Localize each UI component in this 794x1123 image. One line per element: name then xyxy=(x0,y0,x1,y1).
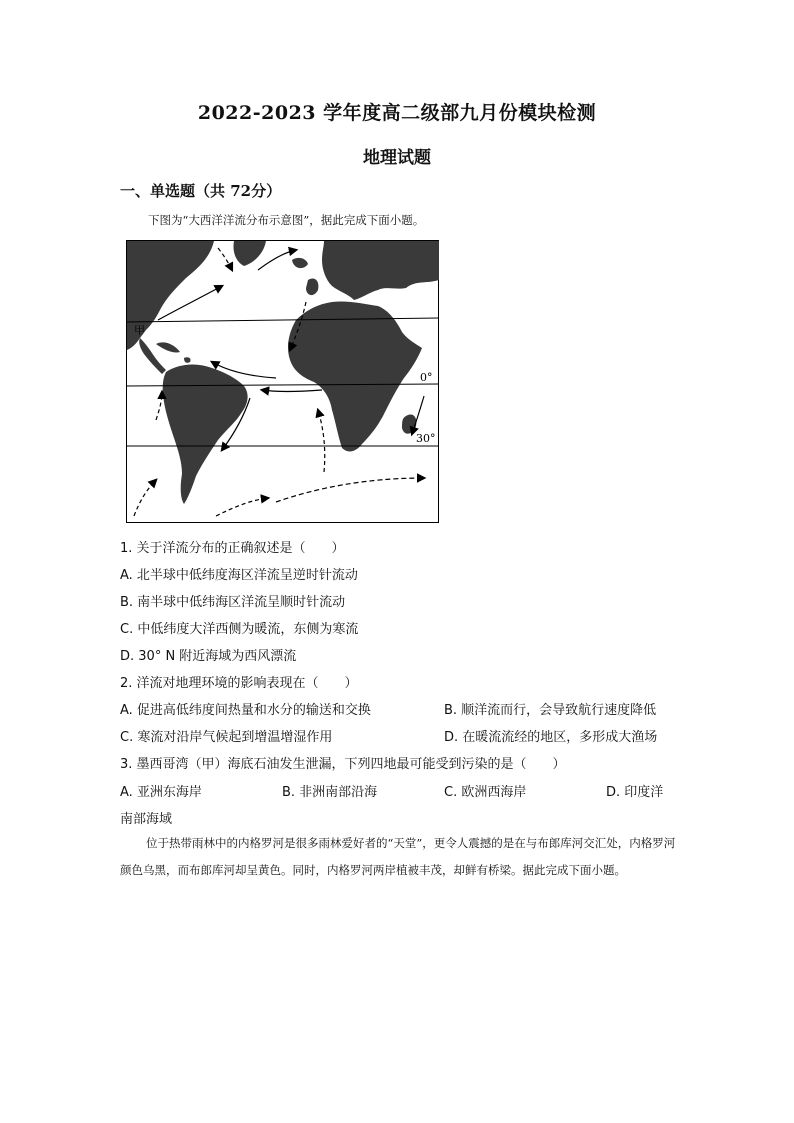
question-1-option-c: C. 中低纬度大洋西侧为暖流，东侧为寒流 xyxy=(120,622,359,637)
page-title: 2022-2023 学年度高二级部九月份模块检测 xyxy=(197,102,597,124)
question-3-stem: 3. 墨西哥湾（甲）海底石油发生泄漏，下列四地最可能受到污染的是（ ） xyxy=(120,757,566,772)
question-2-stem: 2. 洋流对地理环境的影响表现在（ ） xyxy=(120,676,358,691)
section-heading: 一、单选题（共 72分） xyxy=(120,182,282,200)
question-3-option-d: D. 印度洋 xyxy=(606,785,664,800)
question-2-option-d: D. 在暖流流经的地区，多形成大渔场 xyxy=(444,730,658,745)
question-3-option-c: C. 欧洲西海岸 xyxy=(444,785,527,800)
question-3-option-b: B. 非洲南部沿海 xyxy=(282,785,378,800)
question-3-option-d-wrap: 南部海域 xyxy=(120,812,173,827)
question-3-option-a: A. 亚洲东海岸 xyxy=(120,785,202,800)
question-1-option-a: A. 北半球中低纬度海区洋流呈逆时针流动 xyxy=(120,568,358,583)
question-2-option-a: A. 促进高低纬度间热量和水分的输送和交换 xyxy=(120,703,371,718)
subject-title: 地理试题 xyxy=(363,148,431,168)
question-2-option-c: C. 寒流对沿岸气候起到增温增湿作用 xyxy=(120,730,333,745)
map-intro: 下图为“大西洋洋流分布示意图”，据此完成下面小题。 xyxy=(148,213,425,227)
question-1-option-d: D. 30° N 附近海域为西风漂流 xyxy=(120,649,297,664)
question-2-option-b: B. 顺洋流而行，会导致航行速度降低 xyxy=(444,703,657,718)
label-equator: 0° xyxy=(420,371,433,384)
reading-passage: 位于热带雨林中的内格罗河是很多雨林爱好者的“天堂”，更令人震撼的是在与布郎库河交汇处，内格罗河颜色乌黑，而布郎库河却呈黄色。同时，内格罗河两岸植被丰茂，却鲜有桥梁。据此完成下面小题。 xyxy=(120,836,676,877)
label-jia: 甲 xyxy=(134,324,145,337)
label-30-degree: 30° xyxy=(416,432,436,445)
question-1-option-b: B. 南半球中低纬海区洋流呈顺时针流动 xyxy=(120,595,346,610)
atlantic-current-map xyxy=(126,240,439,523)
question-1-stem: 1. 关于洋流分布的正确叙述是（ ） xyxy=(120,541,345,556)
